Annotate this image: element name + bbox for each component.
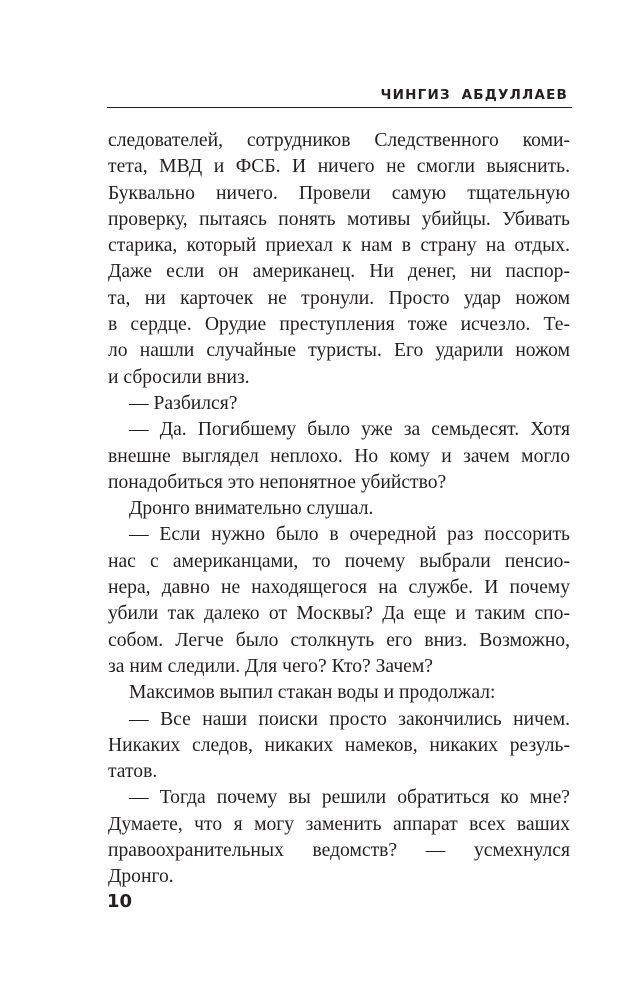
body-text bbox=[108, 128, 570, 891]
text-line: в сердце. Орудие преступления тоже исчезло. Те- bbox=[108, 314, 570, 336]
page-number: 10 bbox=[107, 891, 133, 912]
text-line: — Разбился? bbox=[129, 392, 238, 414]
text-line: — Все наши поиски просто закончились ничем. bbox=[129, 708, 570, 730]
header-rule bbox=[107, 107, 572, 108]
text-line: Думаете, что я могу заменить аппарат всех ваших bbox=[108, 813, 570, 835]
text-line: Буквально ничего. Провели самую тщательную bbox=[108, 182, 570, 204]
text-line: та, ни карточек не тронули. Просто удар ножом bbox=[108, 287, 570, 309]
text-line: собом. Легче было столкнуть его вниз. Возможно, bbox=[108, 629, 570, 651]
text-line: ло нашли случайные туристы. Его ударили ножом bbox=[108, 340, 570, 362]
text-line: понадобиться это непонятное убийство? bbox=[108, 471, 447, 493]
text-line: убили так далеко от Москвы? Да еще и таким спо- bbox=[108, 603, 570, 625]
text-line: Никаких следов, никаких намеков, никаких резуль- bbox=[108, 734, 570, 756]
text-line: правоохранительных ведомств? — усмехнулся bbox=[108, 840, 570, 862]
text-line: тета, МВД и ФСБ. И ничего не смогли выяснить. bbox=[108, 156, 570, 178]
text-line: татов. bbox=[108, 761, 158, 783]
text-line: Даже если он американец. Ни денег, ни паспор- bbox=[108, 261, 570, 283]
text-line: и сбросили вниз. bbox=[108, 366, 250, 388]
text-line: нас с американцами, то почему выбрали пенсио- bbox=[108, 550, 570, 572]
running-head: ЧИНГИЗ АБДУЛЛАЕВ bbox=[380, 87, 568, 103]
text-line: Дронго внимательно слушал. bbox=[129, 498, 374, 520]
text-line: — Если нужно было в очередной раз поссорить bbox=[129, 524, 570, 546]
text-line: за ним следили. Для чего? Кто? Зачем? bbox=[108, 655, 433, 677]
text-line: старика, который приехал к нам в страну на отдых. bbox=[108, 235, 570, 257]
text-line: нера, давно не находящегося на службе. И почему bbox=[108, 577, 570, 599]
text-line: Максимов выпил стакан воды и продолжал: bbox=[129, 682, 496, 704]
text-line: — Тогда почему вы решили обратиться ко мне? bbox=[129, 787, 570, 809]
text-line: Дронго. bbox=[108, 866, 174, 888]
text-line: — Да. Погибшему было уже за семьдесят. Хотя bbox=[129, 419, 570, 441]
text-line: следователей, сотрудников Следственного коми- bbox=[108, 130, 570, 151]
text-line: внешне выглядел неплохо. Но кому и зачем могло bbox=[108, 445, 570, 467]
text-line: проверку, пытаясь понять мотивы убийцы. Убивать bbox=[108, 208, 570, 230]
